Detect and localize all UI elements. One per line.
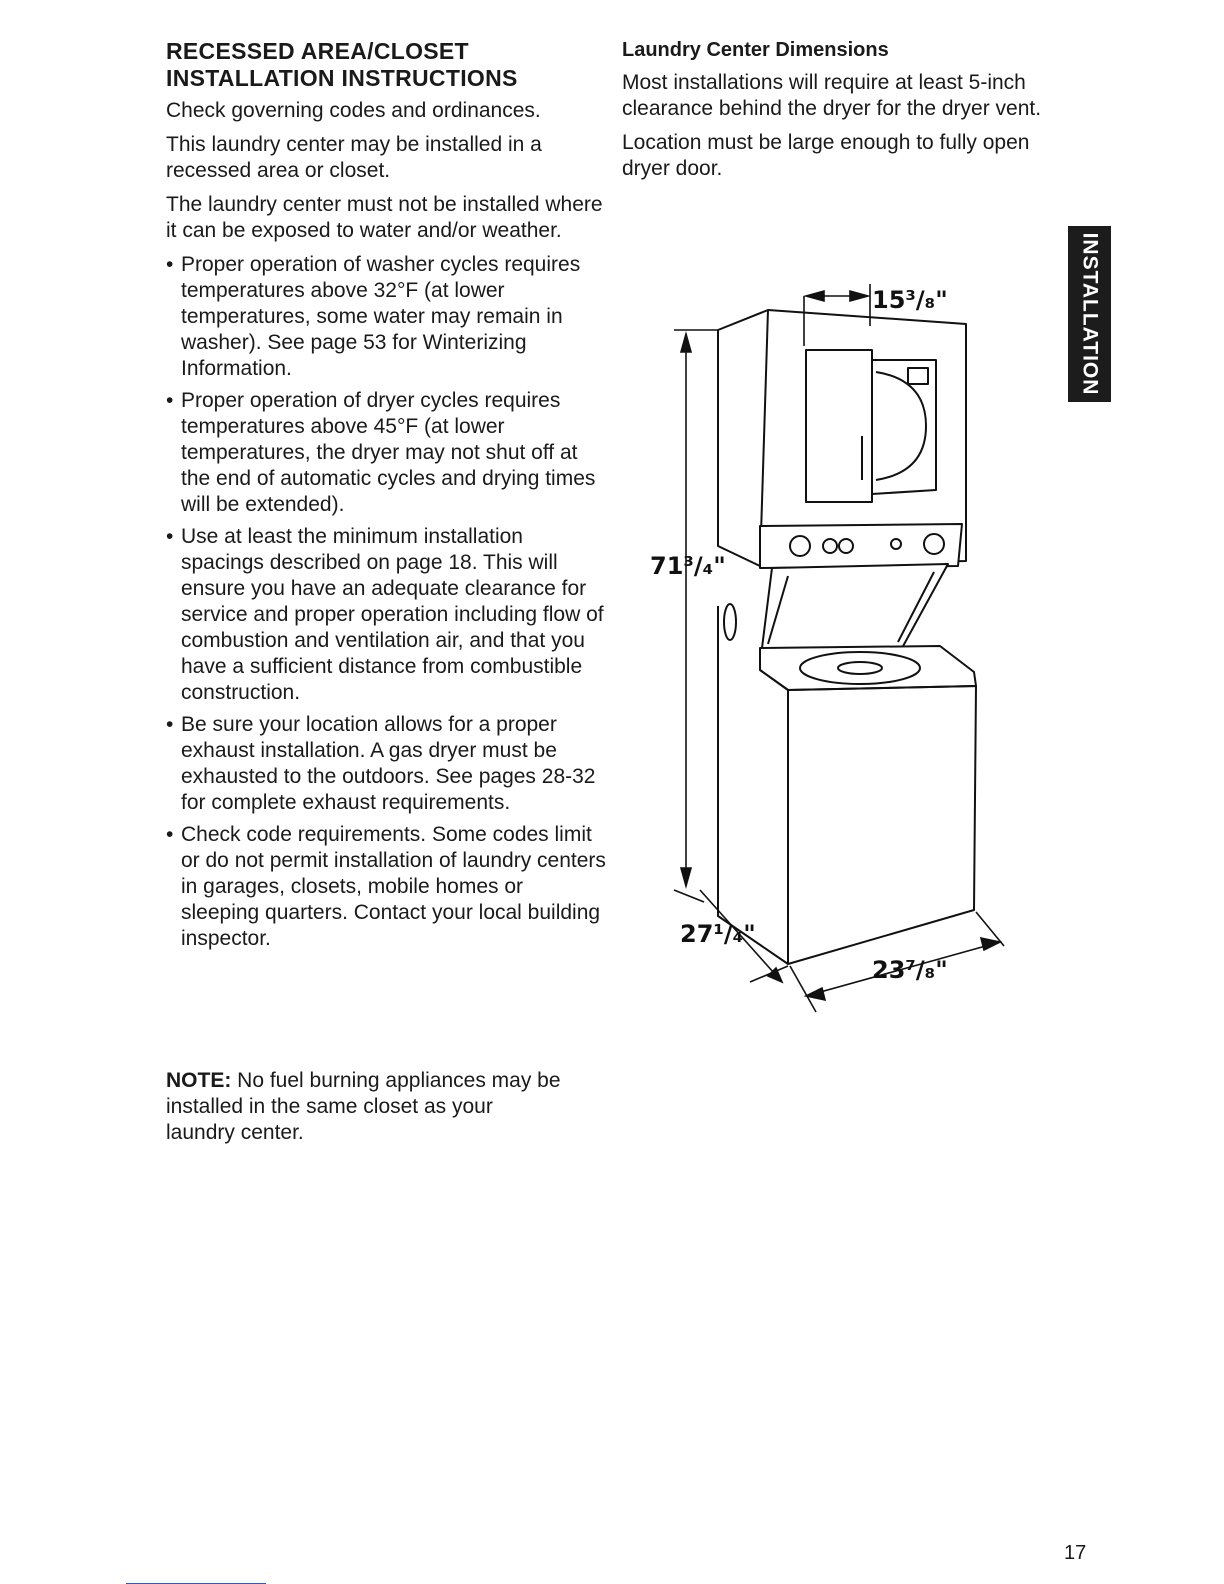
bullet-spacing: • Use at least the minimum installation spacings described on page 18. This will ensure you have an adequate clearance for service and proper operation including flow of combustion and ventilation air, and that you have a sufficient distance from combustible construction. <box>166 524 606 706</box>
note-label: NOTE: <box>166 1069 232 1092</box>
heading-line-1: RECESSED AREA/CLOSET <box>166 38 469 64</box>
dimension-height: 71³/₄" <box>650 552 726 580</box>
laundry-center-diagram <box>640 276 1040 1026</box>
paragraph-door: Location must be large enough to fully open dryer door. <box>622 131 1030 180</box>
requirements-list <box>166 252 606 952</box>
note-text: No fuel burning appliances may be installed in the same closet as your laundry center. <box>166 1069 561 1144</box>
paragraph-clearance: Most installations will require at least 5-inch clearance behind the dryer for the dryer vent. <box>622 71 1042 120</box>
left-column <box>166 38 606 958</box>
page-number: 17 <box>1064 1542 1087 1564</box>
note-paragraph <box>166 1068 566 1146</box>
bullet-washer-temp: • Proper operation of washer cycles requires temperatures above 32°F (at lower temperatures, some water may remain in washer). See page 53 for Winterizing Information. <box>166 252 606 382</box>
bullet-dryer-temp: • Proper operation of dryer cycles requires temperatures above 45°F (at lower temperatures, the dryer may not shut off at the end of automatic cycles and drying times will be extended). <box>166 388 606 518</box>
dimension-depth-right: 23⁷/₈" <box>872 956 948 984</box>
heading-line-2: INSTALLATION INSTRUCTIONS <box>166 65 518 91</box>
paragraph-recessed: This laundry center may be installed in a recessed area or closet. <box>166 133 542 182</box>
dimensions-heading: Laundry Center Dimensions <box>622 39 889 61</box>
section-tab-label: INSTALLATION <box>1078 232 1102 396</box>
paragraph-codes: Check governing codes and ordinances. <box>166 99 541 122</box>
bullet-exhaust: • Be sure your location allows for a proper exhaust installation. A gas dryer must be exhausted to the outdoors. See pages 28-32 for complete exhaust requirements. <box>166 712 606 816</box>
dimension-depth-left: 27¹/₄" <box>680 920 756 948</box>
section-tab <box>1068 226 1111 402</box>
section-heading <box>166 38 606 92</box>
paragraph-weather: The laundry center must not be installed where it can be exposed to water and/or weather. <box>166 193 603 242</box>
dimension-width: 15³/₈" <box>872 286 948 314</box>
appliance-drawing <box>718 310 976 964</box>
right-column <box>622 38 1042 190</box>
bullet-code: • Check code requirements. Some codes limit or do not permit installation of laundry centers in garages, closets, mobile homes or sleeping quarters. Contact your local building inspector. <box>166 822 606 952</box>
